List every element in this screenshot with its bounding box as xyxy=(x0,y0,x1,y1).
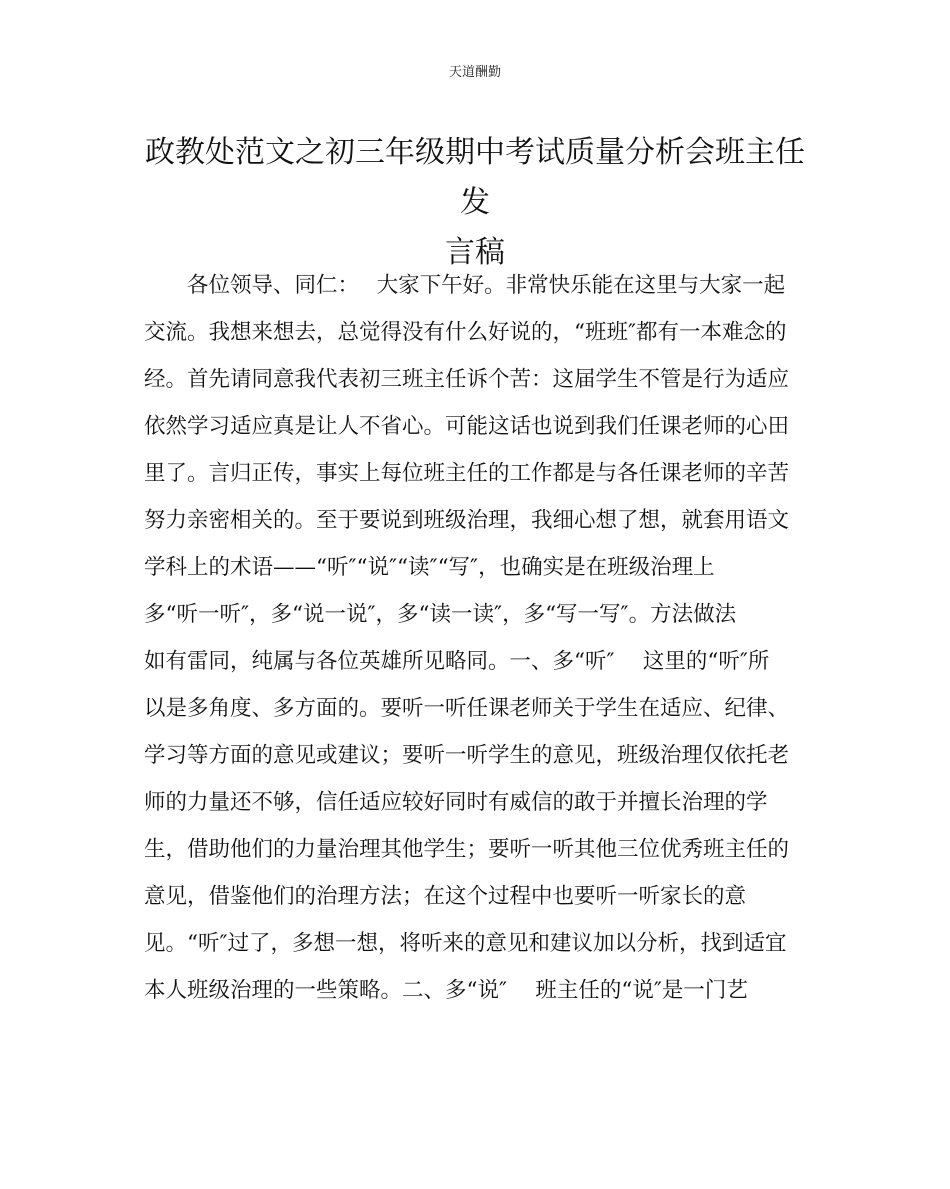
document-body xyxy=(144,262,812,1014)
body-line: 见。“听″过了，多想一想，将听来的意见和建议加以分析，找到适宜 xyxy=(144,931,787,956)
body-line: 学习等方面的意见或建议；要听一听学生的意见，班级治理仅依托老 xyxy=(144,743,790,768)
body-line: 各位领导、同仁： 大家下午好。非常快乐能在这里与大家一起 xyxy=(144,273,786,298)
page-header: 天道酬勤 xyxy=(448,65,501,80)
body-line: 本人班级治理的一些策略。二、多“说″ 班主任的“说″是一门艺 xyxy=(144,978,748,1003)
body-line: 多“听一听″，多“说一说″，多“读一读″，多“写一写″。方法做法 xyxy=(144,602,737,627)
document-title xyxy=(140,128,810,278)
body-line: 师的力量还不够，信任适应较好同时有威信的敢于并擅长治理的学 xyxy=(144,790,768,815)
body-line: 依然学习适应真是让人不省心。可能这话也说到我们任课老师的心田 xyxy=(144,414,790,439)
body-line: 交流。我想来想去，总觉得没有什么好说的，“班班″都有一本难念的 xyxy=(144,320,787,345)
body-line: 如有雷同，纯属与各位英雄所见略同。一、多“听″ 这里的“听″所 xyxy=(144,649,770,674)
body-line: 生，借助他们的力量治理其他学生；要听一听其他三位优秀班主任的 xyxy=(144,837,790,862)
body-line: 意见，借鉴他们的治理方法；在这个过程中也要听一听家长的意 xyxy=(144,884,747,909)
body-line: 学科上的术语——“听″“说″“读″“写″，也确实是在班级治理上 xyxy=(144,555,715,580)
body-line: 以是多角度、多方面的。要听一听任课老师关于学生在适应、纪律、 xyxy=(144,696,790,721)
body-line: 努力亲密相关的。至于要说到班级治理，我细心想了想，就套用语文 xyxy=(144,508,790,533)
body-line: 经。首先请同意我代表初三班主任诉个苦：这届学生不管是行为适应 xyxy=(144,367,790,392)
title-line-1: 政教处范文之初三年级期中考试质量分析会班主任发 xyxy=(145,135,805,220)
title-line-2: 言稿 xyxy=(445,235,505,270)
body-line: 里了。言归正传，事实上每位班主任的工作都是与各任课老师的辛苦 xyxy=(144,461,790,486)
